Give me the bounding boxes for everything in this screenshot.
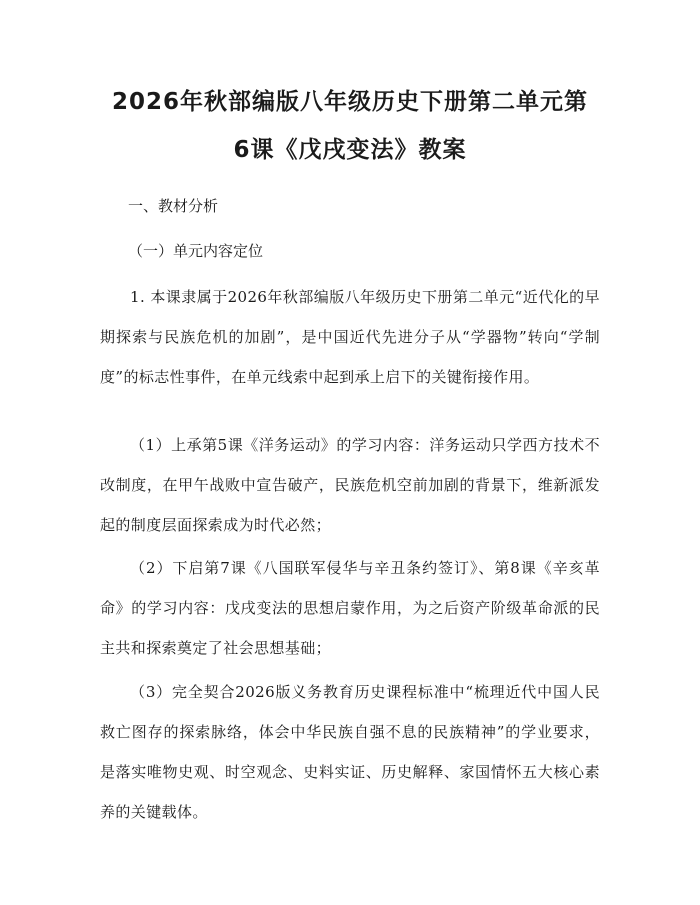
section-heading: 一、教材分析 <box>128 197 219 215</box>
paragraph-link-next-lessons: （2）下启第7课《八国联军侵华与辛丑条约签订》、第8课《辛亥革命》的学习内容：戊戌变法的思想启蒙作用，为之后资产阶级革命派的民主共和探索奠定了社会思想基础； <box>100 559 600 657</box>
subsection-heading: （一）单元内容定位 <box>128 242 264 260</box>
document-title-line-1: 2026年秋部编版八年级历史下册第二单元第 <box>111 89 588 115</box>
document-title-line-2: 6课《戊戌变法》教案 <box>233 137 467 163</box>
paragraph-curriculum-standard: （3）完全契合2026版义务教育历史课程标准中“梳理近代中国人民救亡图存的探索脉络，体会中华民族自强不息的民族精神”的学业要求，是落实唯物史观、时空观念、史料实证、历史解释、家国情怀五大核心素养的关键载体。 <box>100 683 600 821</box>
paragraph-unit-position: 1. 本课隶属于2026年秋部编版八年级历史下册第二单元“近代化的早期探索与民族危机的加剧”，是中国近代先进分子从“学器物”转向“学制度”的标志性事件，在单元线索中起到承上启下的关键衔接作用。 <box>100 288 600 386</box>
paragraph-link-previous-lesson: （1）上承第5课《洋务运动》的学习内容：洋务运动只学西方技术不改制度，在甲午战败中宣告破产，民族危机空前加剧的背景下，维新派发起的制度层面探索成为时代必然； <box>100 436 600 534</box>
